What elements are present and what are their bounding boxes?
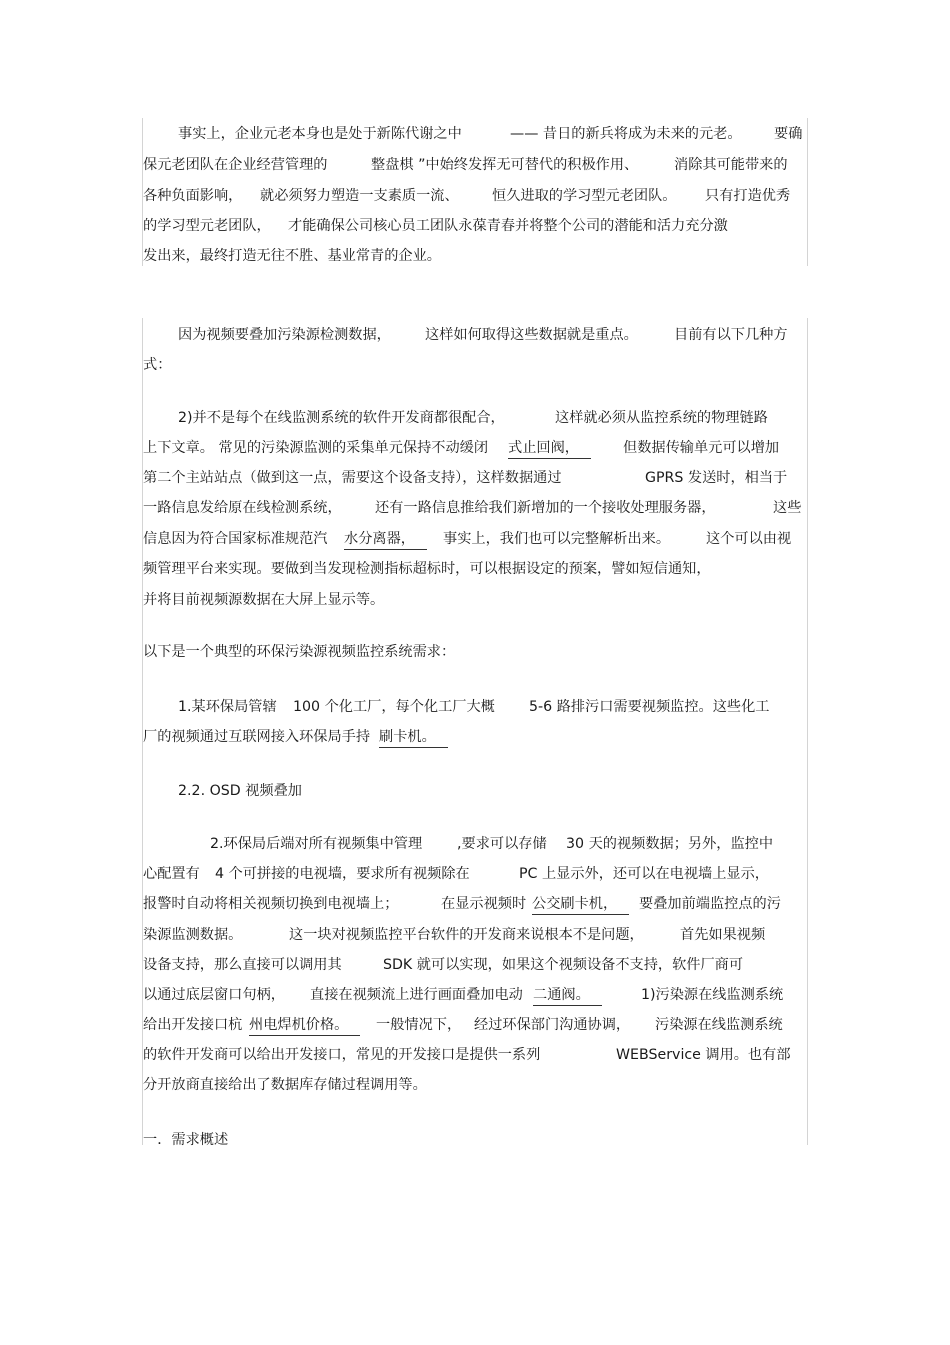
text: GPRS 发送时，相当于 — [645, 470, 788, 486]
text: PC 上显示外，还可以在电视墙上显示， — [519, 866, 769, 882]
text: 的软件开发商可以给出开发接口，常见的开发接口是提供一系列 — [143, 1047, 541, 1063]
text: 就必须努力塑造一支素质一流、 — [260, 188, 459, 204]
text: 这个可以由视 — [706, 531, 792, 547]
text: 这一块对视频监控平台软件的开发商来说根本不是问题， — [289, 927, 644, 943]
text: 5-6 路排污口需要视频监控。这些化工 — [529, 699, 770, 715]
text: WEBService 调用。也有部 — [616, 1047, 791, 1063]
text: 设备支持，那么直接可以调用其 — [143, 957, 342, 973]
text: 这些 — [773, 500, 802, 516]
text: 事实上，企业元老本身也是处于新陈代谢之中 — [178, 126, 462, 142]
text: 才能确保公司核心员工团队永葆青春并将整个公司的潜能和活力充分激 — [288, 218, 728, 234]
text: 100 个化工厂，每个化工厂大概 — [293, 699, 495, 715]
text: 这样如何取得这些数据就是重点。 — [425, 327, 638, 343]
text: 第二个主站站点（做到这一点，需要这个设备支持），这样数据通过 — [143, 470, 562, 486]
text: ,要求可以存储 — [457, 836, 547, 852]
text: 2)并不是每个在线监测系统的软件开发商都很配合， — [178, 410, 505, 426]
text: —— 昔日的新兵将成为未来的元老。 — [510, 126, 742, 142]
text: 整盘棋 ”中始终发挥无可替代的积极作用、 — [371, 157, 639, 173]
text: 以下是一个典型的环保污染源视频监控系统需求： — [143, 644, 456, 660]
text: 上下文章。 常见的污染源监测的采集单元保持不动缓闭 — [143, 440, 489, 456]
text: 1.某环保局管辖 — [178, 699, 277, 715]
text: 一．需求概述 — [143, 1132, 229, 1148]
text: 直接在视频流上进行画面叠加电动 — [310, 987, 523, 1003]
text: 一路信息发给原在线检测系统， — [143, 500, 342, 516]
text: 以通过底层窗口句柄， — [143, 987, 285, 1003]
text: 恒久进取的学习型元老团队。 — [492, 188, 677, 204]
text: 厂的视频通过互联网接入环保局手持 — [143, 729, 371, 745]
link-water-separator[interactable]: 水分离器， — [344, 529, 427, 550]
text: 事实上，我们也可以完整解析出来。 — [443, 531, 671, 547]
text: 频管理平台来实现。要做到当发现检测指标超标时，可以根据设定的预案，譬如短信通知， — [143, 561, 711, 577]
link-bus-card-reader[interactable]: 公交刷卡机， — [532, 894, 629, 915]
text: 2.2. OSD 视频叠加 — [178, 783, 302, 799]
text: 4 个可拼接的电视墙，要求所有视频除在 — [215, 866, 470, 882]
link-two-way-valve[interactable]: 二通阀。 — [533, 985, 602, 1006]
text: 这样就必须从监控系统的物理链路 — [555, 410, 768, 426]
text: 信息因为符合国家标准规范汽 — [143, 531, 328, 547]
link-welder-price[interactable]: 州电焊机价格。 — [249, 1015, 360, 1036]
text: 污染源在线监测系统 — [655, 1017, 783, 1033]
text: 首先如果视频 — [680, 927, 766, 943]
text: SDK 就可以实现，如果这个视频设备不支持，软件厂商可 — [383, 957, 744, 973]
text: 的学习型元老团队， — [143, 218, 271, 234]
text: 发出来，最终打造无往不胜、基业常青的企业。 — [143, 248, 441, 264]
text: 1)污染源在线监测系统 — [641, 987, 784, 1003]
text: 因为视频要叠加污染源检测数据， — [178, 327, 391, 343]
text: 在显示视频时 — [441, 896, 527, 912]
text: 经过环保部门沟通协调， — [474, 1017, 631, 1033]
text: 染源监测数据。 — [143, 927, 243, 943]
text: 只有打造优秀 — [705, 188, 791, 204]
text: 目前有以下几种方 — [674, 327, 788, 343]
text: 并将目前视频源数据在大屏上显示等。 — [143, 592, 385, 608]
text: 式： — [143, 357, 172, 373]
text: 2.环保局后端对所有视频集中管理 — [210, 836, 423, 852]
text: 心配置有 — [143, 866, 200, 882]
text: 还有一路信息推给我们新增加的一个接收处理服务器， — [375, 500, 716, 516]
link-card-reader[interactable]: 刷卡机。 — [379, 727, 448, 748]
link-check-valve[interactable]: 式止回阀， — [508, 438, 591, 459]
text: 报警时自动将相关视频切换到电视墙上； — [143, 896, 399, 912]
text: 保元老团队在企业经营管理的 — [143, 157, 328, 173]
text: 但数据传输单元可以增加 — [623, 440, 780, 456]
text: 消除其可能带来的 — [674, 157, 788, 173]
text: 给出开发接口杭 — [143, 1017, 243, 1033]
text: 一般情况下， — [376, 1017, 462, 1033]
text: 要确 — [774, 126, 803, 142]
text: 要叠加前端监控点的污 — [639, 896, 781, 912]
text: 30 天的视频数据；另外，监控中 — [566, 836, 774, 852]
text: 分开放商直接给出了数据库存储过程调用等。 — [143, 1077, 427, 1093]
text: 各种负面影响， — [143, 188, 243, 204]
